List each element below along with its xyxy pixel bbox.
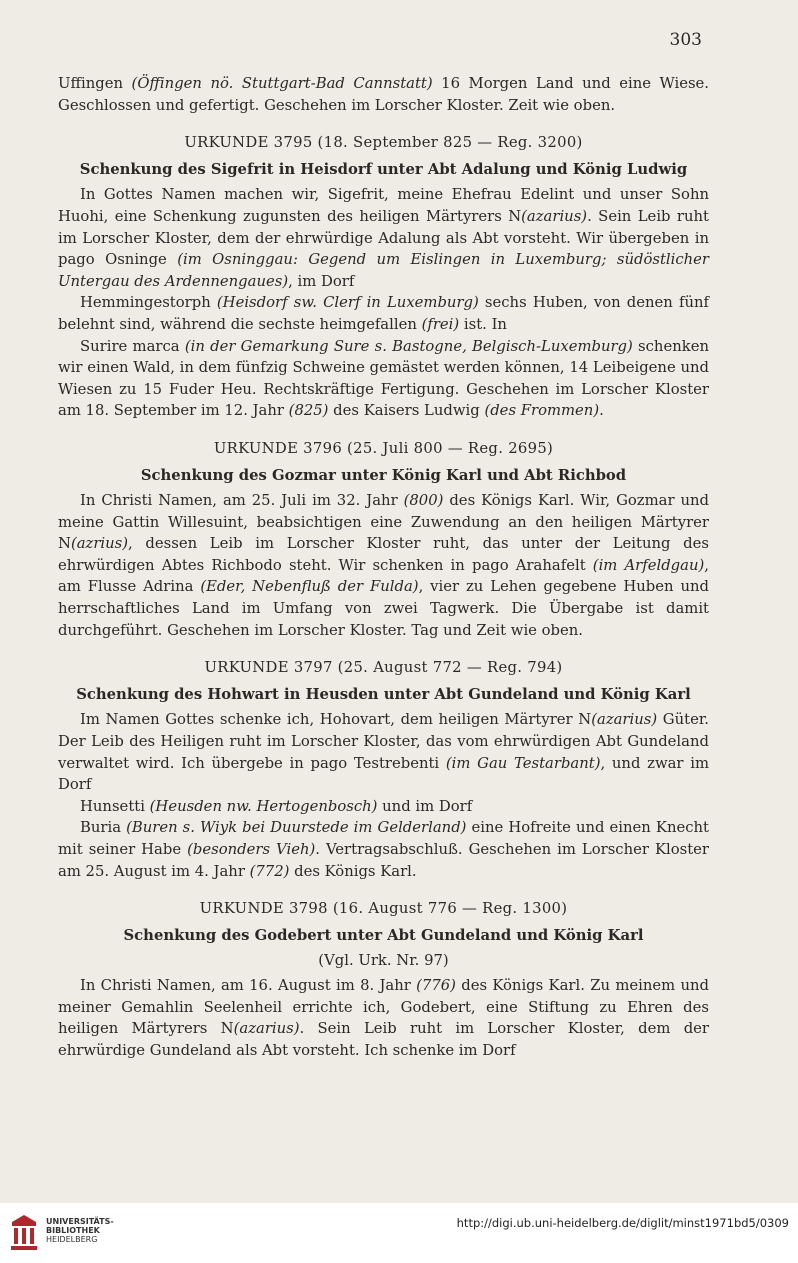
urkunde-3798-paragraph-1: In Christi Namen, am 16. August im 8. Jahr (776) des Königs Karl. Zu meinem und meiner Gemahlin Seelenheil errichte ich, Godebert, eine Stiftung zu Ehren des heiligen Märtyrers N(azarius). Sein Leib ruht im Lorscher Kloster, dem der ehrwürdige Gundeland als Abt vorsteht. Ich schenke im Dorf: [58, 976, 710, 1059]
university-library-logo-icon: [8, 1212, 40, 1254]
urkunde-3797-heading: URKUNDE 3797 (25. August 772 — Reg. 794): [204, 659, 563, 677]
urkunde-3797-paragraph-2: Hunsetti (Heusden nw. Hertogenbosch) und im Dorf: [80, 797, 473, 815]
page-number: 303: [669, 30, 702, 50]
urkunde-3797-subheading: Schenkung des Hohwart in Heusden unter Abt Gundeland und König Karl: [76, 685, 691, 703]
urkunde-3797-paragraph-1: Im Namen Gottes schenke ich, Hohovart, dem heiligen Märtyrer N(azarius) Güter. Der Leib des Heiligen ruht im Lorscher Kloster, das vom ehrwürdigen Abt Gundeland verwaltet wird. Ich übergebe in pago Testrebenti (im Gau Testarbant), und zwar im Dorf: [58, 711, 709, 794]
urkunde-3797-paragraph-3: Buria (Buren s. Wiyk bei Duurstede im Gelderland) eine Hofreite und einen Knecht mit seiner Habe (besonders Vieh). Vertragsabschluß. Geschehen im Lorscher Kloster am 25. August im 4. Jahr (772) des Königs Karl.: [58, 819, 710, 880]
urkunde-3798-reference-note: (Vgl. Urk. Nr. 97): [318, 952, 449, 970]
urkunde-3798-heading: URKUNDE 3798 (16. August 776 — Reg. 1300): [199, 900, 568, 918]
urkunde-3796-heading: URKUNDE 3796 (25. Juli 800 — Reg. 2695): [213, 439, 554, 457]
library-name: UNIVERSITÄTS- BIBLIOTHEK HEIDELBERG: [46, 1217, 114, 1244]
urkunde-3795-paragraph-3: Surire marca (in der Gemarkung Sure s. Bastogne, Belgisch-Luxemburg) schenken wir einen Wald, in dem fünfzig Schweine gemästet werden können, 14 Leibeigene und Wiesen zu 15 Fuder Heu. Rechtskräftige Fertigung. Geschehen im Lorscher Kloster am 18. September im 12. Jahr (825) des Kaisers Ludwig (des Frommen).: [58, 337, 710, 420]
urkunde-3795-subheading: Schenkung des Sigefrit in Heisdorf unter Abt Adalung und König Ludwig: [79, 160, 688, 178]
urkunde-3795-paragraph-1: In Gottes Namen machen wir, Sigefrit, meine Ehefrau Edelint und unser Sohn Huohi, eine Schenkung zugunsten des heiligen Märtyrers N(azarius). Sein Leib ruht im Lorscher Kloster, dem der ehrwürdige Adalung als Abt vorsteht. Wir übergeben in pago Osninge (im Osninggau: Gegend um Eislingen in Luxemburg; südöstlicher Untergau des Ardennengaues), im Dorf: [58, 186, 710, 290]
library-footer: [0, 1203, 798, 1263]
page-body: [58, 73, 709, 1061]
source-url-link[interactable]: http://digi.ub.uni-heidelberg.de/diglit/minst1971bd5/0309: [456, 1216, 789, 1230]
urkunde-3796-subheading: Schenkung des Gozmar unter König Karl und Abt Richbod: [140, 466, 627, 484]
urkunde-3795-paragraph-2: Hemmingestorph (Heisdorf sw. Clerf in Luxemburg) sechs Huben, von denen fünf belehnt sind, während die sechste heimgefallen (frei) ist. In: [58, 294, 709, 333]
urkunde-3795-heading: URKUNDE 3795 (18. September 825 — Reg. 3200): [184, 134, 583, 152]
urkunde-3798-subheading: Schenkung des Godebert unter Abt Gundeland und König Karl: [123, 926, 644, 944]
urkunde-3796-paragraph-1: In Christi Namen, am 25. Juli im 32. Jahr (800) des Königs Karl. Wir, Gozmar und meine Gattin Willesuint, beabsichtigen eine Zuwendung an den heiligen Märtyrer N(azrius), dessen Leib im Lorscher Kloster ruht, das unter der Leitung des ehrwürdigen Abtes Richbodo steht. Wir schenken in pago Arahafelt (im Arfeldgau), am Flusse Adrina (Eder, Nebenfluß der Fulda), vier zu Lehen gegebene Huben und herrschaftliches Land im Umfang von zwei Tagwerk. Die Übergabe ist damit durchgeführt. Geschehen im Lorscher Kloster. Tag und Zeit wie oben.: [58, 492, 709, 639]
intro-paragraph: Uffingen (Öffingen nö. Stuttgart-Bad Cannstatt) 16 Morgen Land und eine Wiese. Geschlossen und gefertigt. Geschehen im Lorscher Kloster. Zeit wie oben.: [58, 75, 710, 114]
